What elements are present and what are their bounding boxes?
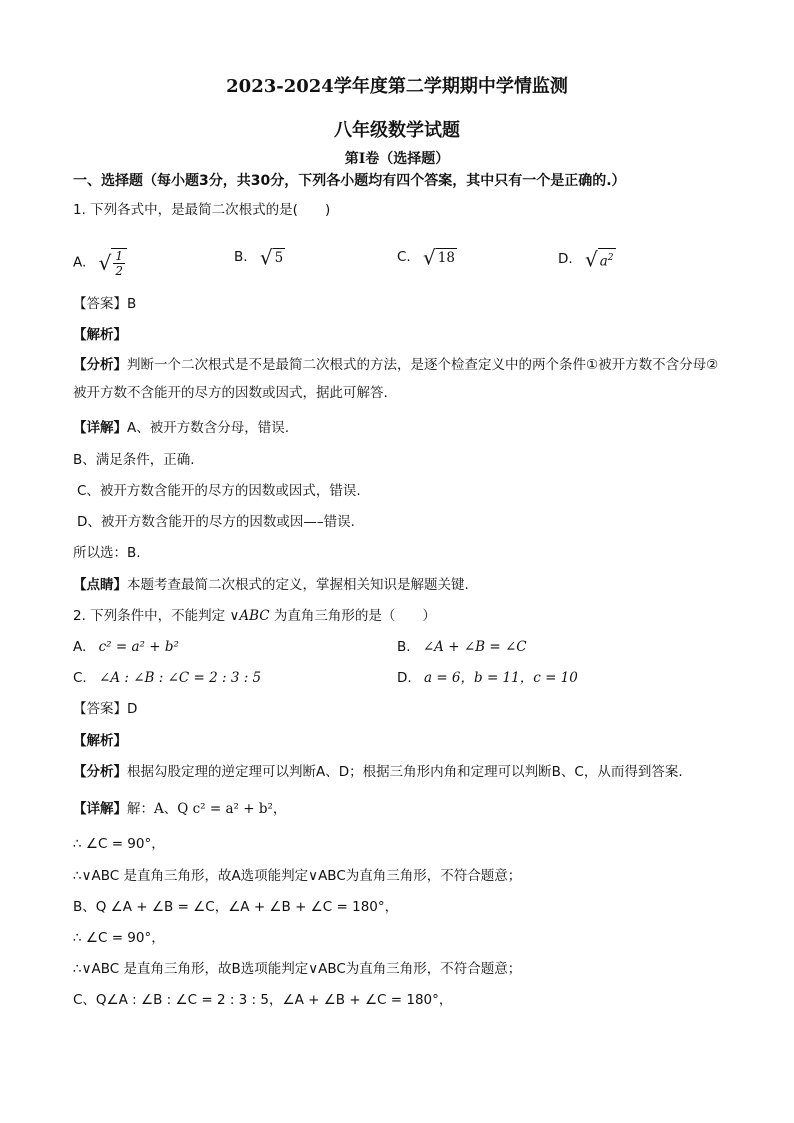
q1-detail-c: C、被开方数含能开的尽方的因数或因式，错误. [77,483,361,499]
section-heading: 一、选择题（每小题3分，共30分，下列各小题均有四个答案，其中只有一个是正确的.） [73,173,626,189]
q2-detail-1-text: 解：A、Q c² = a² + b²， [127,801,287,817]
q1-option-b: B. √ 5 [234,245,284,270]
q1-option-c-label: C. [397,249,411,265]
q2-option-a [73,638,179,656]
q1-option-d: D. √ $a^2$ [558,247,614,272]
q1-option-a-denominator: 2 [115,264,123,278]
q1-conclusion: 所以选：B. [73,545,141,561]
q2-analysis-heading: 【解析】 [73,733,127,749]
q1-option-c-value: 18 [437,250,455,266]
q2-detail-2: ∴ ∠C = 90°， [73,836,165,852]
q1-option-c: C. √ 18 [397,245,455,270]
q2-option-a-label: A. [73,639,87,655]
q2-stem-post: 为直角三角形的是（ ） [273,608,436,624]
q2-stem-triangle: ∨ABC [229,608,270,624]
q1-option-d-base: a [599,253,608,270]
q2-option-d-math: a = 6，b = 11，c = 10 [423,670,578,686]
q1-option-a-fraction [113,249,125,278]
q1-option-d-label: D. [558,250,573,267]
exam-subtitle: 八年级数学试题 [334,120,460,141]
q2-option-c-label: C. [73,670,87,686]
q2-stem [73,607,436,625]
q1-stem: 1. 下列各式中，是最简二次根式的是( ) [73,202,331,218]
q1-option-a-numerator: 1 [115,249,123,263]
q1-detail-a [73,419,289,437]
q2-stem-pre: 2. 下列条件中，不能判定 [73,608,226,624]
q1-option-a-label: A. [73,254,87,271]
q2-option-b [397,638,527,656]
q2-detail-6: ∴∨ABC 是直角三角形，故B选项能判定∨ABC为直角三角形，不符合题意； [73,961,522,977]
q1-option-d-exponent: 2 [607,253,614,263]
q2-detail-3: ∴∨ABC 是直角三角形，故A选项能判定∨ABC为直角三角形，不符合题意； [73,868,522,884]
q2-option-d [397,669,578,687]
q2-option-a-math: c² = a² + b² [98,639,179,655]
q2-fenxi [73,763,683,781]
q1-detail-d: D、被开方数含能开的尽方的因数或因—–错误. [77,514,355,530]
q1-analysis-heading: 【解析】 [73,327,127,343]
q2-detail-4: B、Q ∠A + ∠B = ∠C，∠A + ∠B + ∠C = 180°， [73,899,399,915]
q2-detail-5: ∴ ∠C = 90°， [73,930,165,946]
q1-option-a: A. √ $\frac{1}{2}$ [73,248,127,278]
q2-fenxi-text: 根据勾股定理的逆定理可以判断A、D；根据三角形内角和定理可以判断B、C，从而得到答案. [127,764,683,780]
q2-detail-7: C、Q∠A : ∠B : ∠C = 2 : 3 : 5，∠A + ∠B + ∠C = 180°， [73,992,453,1008]
q2-fenxi-tag: 【分析】 [73,764,127,780]
q2-option-b-math: ∠A + ∠B = ∠C [422,639,527,655]
exam-part: 第Ⅰ卷（选择题） [344,151,450,167]
q1-option-b-value: 5 [274,250,284,266]
q1-comment-text: 本题考查最简二次根式的定义，掌握相关知识是解题关键. [127,577,469,593]
q1-fenxi-text: 判断一个二次根式是不是最简二次根式的方法，是逐个检查定义中的两个条件①被开方数不含分母②被开方数不含能开的尽方的因数或因式，据此可解答. [73,357,719,401]
q2-option-c-math: ∠A : ∠B : ∠C = 2 : 3 : 5 [99,670,262,686]
q2-option-d-label: D. [397,670,412,686]
q1-detail-tag: 【详解】 [73,420,127,436]
q1-detail-b: B、满足条件，正确. [73,452,195,468]
q1-detail-a-text: A、被开方数含分母，错误. [127,420,290,436]
q1-comment [73,576,469,594]
q2-detail-tag: 【详解】 [73,801,127,817]
q2-detail-1 [73,800,286,818]
q1-option-b-label: B. [234,249,248,265]
q2-option-c [73,669,261,687]
q1-comment-tag: 【点睛】 [73,577,127,593]
q2-option-b-label: B. [397,639,411,655]
q2-answer: 【答案】D [73,701,138,717]
q1-fenxi [73,351,721,407]
exam-title: 2023-2024学年度第二学期期中学情监测 [226,76,568,97]
q1-fenxi-tag: 【分析】 [73,357,127,373]
q1-answer: 【答案】B [73,296,137,312]
